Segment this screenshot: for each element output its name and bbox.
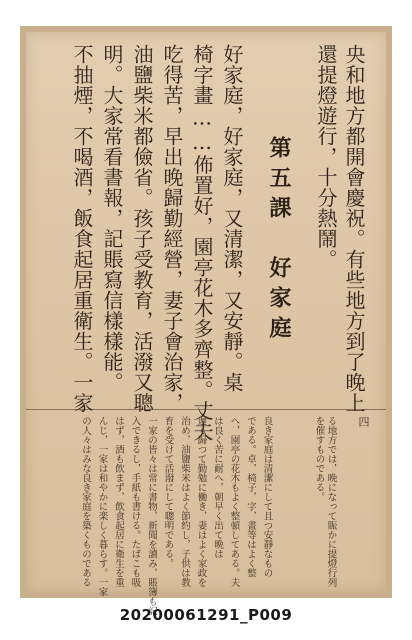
lesson-title: 第五課 好家庭 (266, 136, 292, 346)
annotation-column: はず，酒も飲まず，飲食起居に衛生を重 (113, 416, 124, 587)
main-text-column: 不抽煙，不喝酒，飯食起居重衛生。一家 (70, 44, 94, 413)
main-text-column: 央和地方都開會慶祝。有些地方到了晚上 (342, 44, 366, 413)
annotation-column: である。卓，椅子，字，畫等はよく整 (245, 416, 256, 578)
annotation-column: 治め，油鹽柴米はよく節約し，子供は教 (179, 416, 190, 587)
main-text-column: 吃得苦，早出晚歸勤經營，妻子會治家， (160, 44, 184, 413)
image-caption: 20200061291_P009 (119, 606, 293, 624)
annotation-column: 良き家庭は清潔にして且つ安靜なもの (261, 416, 273, 578)
page-number: 四 (357, 416, 370, 427)
annotation-column: へ，園亭の花木もよく整頓してある。夫 (228, 416, 240, 587)
annotation-column: の人々はみな良き家庭を築くものである (80, 416, 91, 587)
annotation-column: 一家の皆々は常に書物，新聞を讀み，賬簿も記 (146, 416, 157, 616)
annotation-column: を催すものである。 (313, 416, 325, 502)
annotation-column: る地方では，晩になって賑かに提燈行列 (325, 416, 337, 587)
annotation-column: 遲く歸つて勤勉に働き，妻はよく家政を (195, 416, 207, 587)
main-text-column: 好家庭，好家庭，又清潔，又安靜。桌 (220, 44, 244, 393)
annotation-column: 入できるし，手紙も書ける。たばこも吸 (129, 416, 141, 587)
main-text-column: 椅字畫……佈置好，園亭花木多齊整。丈夫 (190, 44, 214, 442)
annotation-column: んじ，一家は和やかに楽しく暮らす。一家 (96, 416, 108, 597)
annotation-column: は良く苦に耐へ，朝早く出て晩は (212, 416, 223, 559)
main-text-column: 明。大家常看書報，記賬寫信樣樣能。 (100, 44, 124, 393)
main-text-column: 油鹽柴米都儉省。孩子受教育，活潑又聰 (130, 44, 154, 413)
main-text-column: 還提燈遊行，十分熱鬧。 (314, 44, 338, 270)
annotation-column: 育を受けて活潑にして聰明である。 (162, 416, 174, 568)
